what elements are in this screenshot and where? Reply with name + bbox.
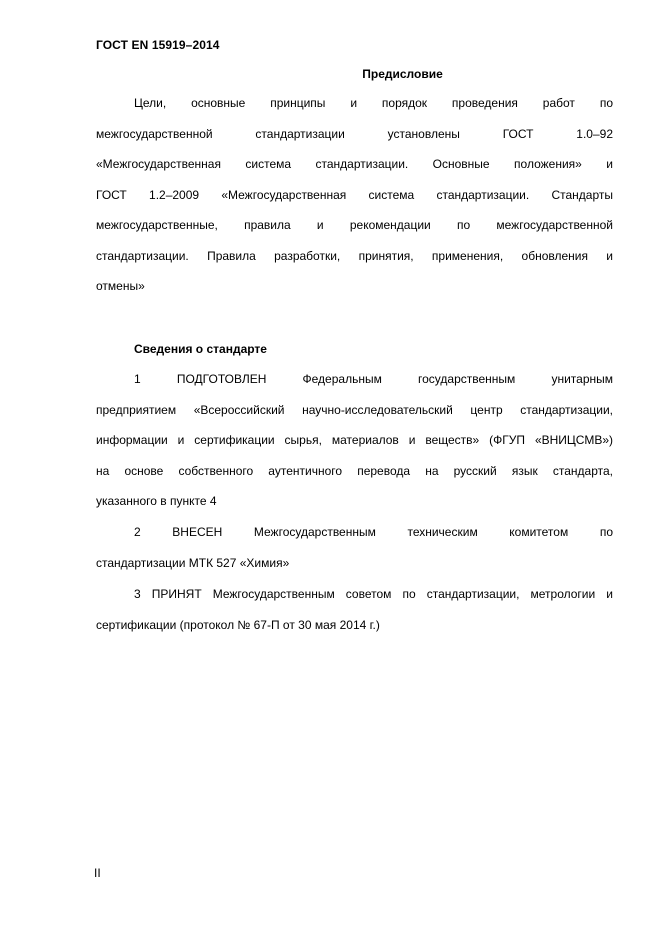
standard-info-item-2 [96, 517, 613, 578]
preface-line: «Межгосударственная система стандартизации. Основные положения» и [96, 157, 613, 171]
preface-line: отмены» [96, 279, 145, 293]
standard-info-title: Сведения о стандарте [134, 342, 267, 356]
preface-line: межгосударственные, правила и рекомендации по межгосударственной [96, 218, 613, 232]
item-2-line: 2 ВНЕСЕН Межгосударственным техническим комитетом по [134, 525, 613, 539]
standard-info-item-3 [96, 579, 613, 640]
preface-line: ГОСТ 1.2–2009 «Межгосударственная система стандартизации. Стандарты [96, 187, 613, 202]
item-2-line: стандартизации МТК 527 «Химия» [96, 555, 290, 570]
item-3-line: 3 ПРИНЯТ Межгосударственным советом по стандартизации, метрологии и [134, 587, 613, 601]
preface-line: Цели, основные принципы и порядок проведения работ по [134, 96, 613, 110]
preface-title: Предисловие [362, 67, 443, 81]
item-1-line: указанного в пункте 4 [96, 494, 217, 508]
item-1-line: предприятием «Всероссийский научно-исследовательский центр стандартизации, [96, 402, 613, 417]
item-3-line: сертификации (протокол № 67-П от 30 мая 2014 г.) [96, 617, 380, 632]
item-1-line: информации и сертификации сырья, материалов и веществ» (ФГУП «ВНИЦСМВ») [96, 433, 613, 447]
page-number: II [94, 866, 101, 880]
item-1-line: на основе собственного аутентичного перевода на русский язык стандарта, [96, 463, 613, 478]
standard-info-item-1 [96, 364, 613, 517]
preface-line: межгосударственной стандартизации установлены ГОСТ 1.0–92 [96, 126, 613, 141]
document-code-header: ГОСТ EN 15919–2014 [96, 38, 220, 52]
preface-line: стандартизации. Правила разработки, принятия, применения, обновления и [96, 248, 613, 263]
item-1-line: 1 ПОДГОТОВЛЕН Федеральным государственным унитарным [134, 372, 613, 386]
preface-paragraph [96, 88, 613, 302]
